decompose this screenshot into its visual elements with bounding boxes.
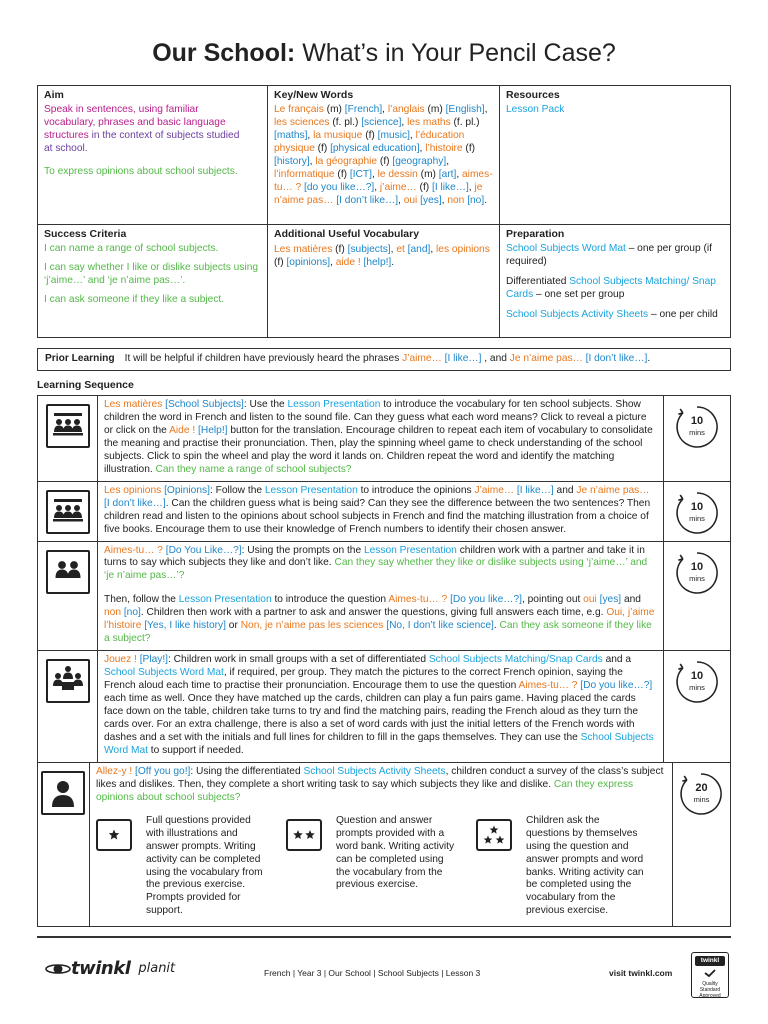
- key-word-run: la géographie: [315, 156, 378, 168]
- key-word-run: (m): [424, 104, 446, 116]
- key-word-run: ,: [456, 169, 463, 181]
- duration-unit: mins: [689, 513, 705, 523]
- key-word-run: ,: [307, 130, 314, 142]
- activity-run: . Children then work with a partner to ask and answer the questions, giving full answers each time, e.g.: [140, 607, 607, 619]
- timer-clock-icon: [674, 404, 720, 450]
- activity-run: J’aime…: [474, 484, 515, 496]
- duration-value: 10: [690, 670, 704, 683]
- duration-unit: mins: [689, 428, 705, 437]
- activity-run: [No, I don’t like science]: [386, 620, 494, 632]
- preparation-cell: [500, 225, 731, 338]
- prep-run: – one set per group: [533, 289, 625, 301]
- grouping-cell: [38, 651, 98, 762]
- key-words-list: [274, 104, 493, 208]
- overview-table: [37, 85, 731, 338]
- key-word-run: (f. pl.): [450, 117, 480, 129]
- duration-unit: mins: [689, 573, 705, 583]
- activity-run: [no]: [123, 607, 141, 619]
- timing-cell: [664, 651, 730, 762]
- success-heading: Success Criteria: [44, 228, 127, 240]
- timer-clock-icon: [674, 490, 720, 536]
- activity-run: [Do you like…?]: [580, 680, 653, 692]
- prior-run: J’aime…: [402, 353, 442, 364]
- vocab-run: les opinions: [436, 244, 490, 256]
- activity-run: button for the translation. Encourage children to repeat each item of vocabulary to consolidate the meaning and practise their pronunciation. Then, play the spinning wheel game to check understanding of the school subjects. Click to spin the wheel and play the word it lands on. Children repeat the word and identify the matching illustration.: [104, 424, 653, 475]
- activity-paragraph: [104, 594, 657, 646]
- vocab-run: Les matières: [274, 244, 333, 256]
- grouping-cell: [38, 763, 90, 926]
- key-word-run: je n’aime pas…: [274, 182, 483, 206]
- activity-run: Non, je n’aime pas les sciences: [240, 620, 384, 632]
- key-word-run: (f): [362, 130, 378, 142]
- activity-cell: [98, 482, 664, 541]
- grouping-cell: [38, 482, 98, 541]
- activity-run[interactable]: School Subjects Matching/Snap Cards: [428, 654, 603, 666]
- prior-text: [125, 353, 651, 364]
- vocab-run: (f): [332, 244, 348, 256]
- footer: [37, 936, 731, 1000]
- activity-run[interactable]: Lesson Presentation: [264, 484, 358, 496]
- planet-icon: [45, 960, 71, 978]
- activity-run: [I don’t like…]: [104, 497, 166, 509]
- differentiation-levels: [96, 815, 666, 919]
- vocab-run: [subjects]: [347, 244, 391, 256]
- key-word-run: les sciences: [274, 117, 330, 129]
- key-word-run: l’informatique: [274, 169, 335, 181]
- level-description: Full questions provided with illustrations and answer prompts. Writing activity can be completed using the vocabulary from the previous exercise. Prompts provided for support.: [145, 814, 263, 917]
- key-words-cell: [268, 86, 500, 225]
- activity-run: Can they name a range of school subjects?: [155, 463, 352, 475]
- activity-run: , if required, per group. They match the pictures to the correct French opinion, saying the French aloud each time to practise their pronunciation. Encourage them to use the question: [104, 667, 623, 692]
- key-word-run: ,: [382, 104, 388, 116]
- key-word-run: ,: [441, 195, 448, 206]
- quality-badge: [691, 952, 729, 998]
- key-word-run: ,: [484, 104, 488, 116]
- activity-cell: [90, 763, 673, 926]
- activity-run: and a: [602, 654, 632, 666]
- timer-clock-icon: [674, 659, 720, 705]
- activity-run: Then, follow the: [104, 594, 179, 606]
- activity-run: and: [553, 484, 577, 496]
- activity-run: [Opinions]: [164, 484, 210, 496]
- aim-objective: To express opinions about school subjects.: [44, 166, 238, 178]
- prep-run[interactable]: School Subjects Word Mat: [506, 243, 626, 255]
- vocab-heading: Additional Useful Vocabulary: [274, 228, 420, 240]
- key-word-run: ,: [401, 117, 408, 129]
- activity-run: [I like…]: [516, 484, 554, 496]
- key-word-run: non: [447, 195, 465, 206]
- activity-paragraph: [104, 399, 657, 477]
- activity-run: or: [225, 620, 241, 632]
- key-word-run: (m): [417, 169, 439, 181]
- star-icon: [290, 823, 318, 847]
- sequence-row: [38, 396, 730, 481]
- key-word-run: [ICT]: [349, 169, 372, 181]
- activity-run: Can they say whether they like or dislike subjects using ‘j’aime…’ and ‘je n’aime pas…’?: [104, 557, 648, 582]
- success-item: I can say whether I like or dislike subjects using ‘j’aime…’ and ‘je n’aime pas…’.: [44, 262, 259, 287]
- timing-cell: [664, 542, 730, 651]
- key-word-run: [do you like…?]: [304, 182, 375, 194]
- timing-cell: [673, 763, 730, 926]
- activity-run: [yes]: [599, 594, 622, 606]
- activity-run: each time as well. Once they have matched up the cards, children can play a fun pairs game. Having placed the cards face down on the table, children take turns to try and find the matching pairs, reading the French aloud as they turn the cards over. For an extra challenge, there is also a set of word cards with just the initial letters of the French words with dashes and a set with the initials and full lines for children to fill in the gaps themselves. They can use the: [104, 693, 639, 743]
- key-word-run: [French]: [344, 104, 383, 116]
- activity-run: Allez-y !: [95, 765, 133, 777]
- key-word-run: Le français: [274, 104, 324, 116]
- prep-run: – one per child: [648, 309, 718, 321]
- activity-run: children work with a partner and take it in turns to say which subjects they like and don’t like.: [104, 544, 645, 569]
- prep-run[interactable]: School Subjects Matching/ Snap Cards: [506, 276, 716, 301]
- activity-cell: [98, 396, 664, 481]
- activity-run: to introduce the vocabulary for ten school subjects. Show children the word in French and listen to the sound file. Can they guess what each word means? Click to reveal a picture or click on the: [104, 399, 647, 436]
- sequence-row: [38, 481, 730, 541]
- prep-heading: Preparation: [506, 228, 565, 240]
- key-word-run: ,: [446, 156, 450, 168]
- brand-text: twinkl: [71, 958, 131, 979]
- activity-run: Les matières: [104, 399, 163, 410]
- whole-class-icon: [46, 404, 90, 448]
- duration-value: 10: [690, 560, 704, 573]
- key-word-run: l’anglais: [387, 104, 425, 116]
- key-word-run: [physical education]: [330, 143, 420, 155]
- activity-run: [Yes, I like history]: [144, 620, 226, 632]
- success-item: I can ask someone if they like a subject.: [44, 294, 225, 306]
- sequence-row: [38, 541, 730, 651]
- prior-learning: [37, 348, 731, 371]
- prep-run: – one per group (if required): [506, 243, 712, 268]
- whole-class-icon: [46, 490, 90, 534]
- activity-run: Aide !: [169, 424, 196, 436]
- activity-cell: [98, 651, 664, 762]
- page-title: [0, 38, 768, 70]
- aim-cell: [38, 86, 268, 225]
- key-word-run: la musique: [313, 130, 363, 142]
- visit-link[interactable]: visit twinkl.com: [609, 968, 673, 978]
- vocab-run: .: [391, 257, 395, 269]
- learning-sequence-heading: Learning Sequence: [37, 379, 134, 391]
- key-word-run: ,: [409, 130, 416, 142]
- duration-unit: mins: [689, 683, 705, 693]
- activity-run[interactable]: School Subjects Word Mat: [104, 667, 224, 679]
- individual-icon: [41, 771, 85, 815]
- activity-run: : Follow the: [209, 484, 265, 496]
- prior-run: Je n’aime pas…: [509, 353, 583, 364]
- activity-run: Les opinions: [104, 484, 162, 496]
- grouping-cell: [38, 542, 98, 651]
- vocab-run: (f): [274, 257, 287, 269]
- grouping-cell: [38, 396, 98, 481]
- key-word-run: l’éducation physique: [274, 130, 465, 155]
- key-word-run: ,: [419, 143, 426, 155]
- key-word-run: ,: [398, 195, 404, 206]
- key-word-run: [I like…]: [432, 182, 469, 194]
- star-icon: [100, 823, 128, 847]
- lesson-pack-link[interactable]: Lesson Pack: [506, 104, 565, 116]
- key-word-run: .: [484, 195, 488, 206]
- timing-cell: [664, 482, 730, 541]
- activity-run: : Using the differentiated: [190, 765, 304, 777]
- activity-run[interactable]: Lesson Presentation: [363, 544, 457, 556]
- activity-run: : Use the: [243, 399, 288, 410]
- star-rating-icon: [286, 819, 322, 851]
- activity-run: to introduce the question: [271, 594, 389, 606]
- key-words-heading: Key/New Words: [274, 89, 354, 101]
- differentiation-level: [96, 815, 286, 919]
- activity-run: [Help!]: [198, 424, 228, 436]
- key-word-run: [science]: [361, 117, 402, 129]
- title-bold: Our School:: [152, 39, 296, 67]
- badge-text: Quality Standard Approved: [699, 980, 721, 1000]
- sequence-row: [38, 650, 730, 762]
- vocab-run: ,: [430, 244, 437, 256]
- key-word-run: (f): [334, 169, 350, 181]
- key-word-run: (f. pl.): [329, 117, 362, 129]
- activity-run: Aimes-tu… ?: [388, 594, 448, 606]
- duration-value: 10: [690, 500, 704, 513]
- success-item: I can name a range of school subjects.: [44, 243, 219, 255]
- key-word-run: le dessin: [377, 169, 418, 181]
- key-word-run: j’aime…: [379, 182, 417, 194]
- activity-run[interactable]: School Subjects Activity Sheets: [303, 765, 446, 777]
- prior-run: .: [647, 353, 651, 364]
- star-rating-icon: [476, 819, 512, 851]
- level-description: Children ask the questions by themselves using the question and answer prompts and word banks. Writing activity can be completed using the vocabulary from the previous exercise.: [525, 814, 644, 917]
- vocab-run: ,: [390, 244, 397, 256]
- key-word-run: les maths: [407, 117, 451, 129]
- activity-run: [Do you like…?]: [450, 594, 522, 606]
- activity-run: Can they ask someone if they like a subject?: [104, 620, 652, 645]
- activity-run: to support if needed.: [147, 744, 244, 756]
- vocab-run: [opinions]: [286, 257, 331, 269]
- activity-run: and: [621, 594, 641, 606]
- activity-run: . Can the children guess what is being said? Can they see the difference between the two sentences? Then children read and listen to the opinions about school subjects in French and find the matching illustration from a choice of five books. Encourage them to use their knowledge of French numbers to identify their chosen answer.: [104, 497, 651, 535]
- activity-run: Aimes-tu… ?: [518, 680, 578, 692]
- prior-run: , and: [481, 353, 510, 364]
- prep-run: Differentiated: [506, 276, 570, 288]
- duration-unit: mins: [693, 794, 710, 804]
- key-word-run: (f): [462, 143, 476, 155]
- timer-clock-icon: [674, 550, 720, 596]
- key-word-run: ,: [371, 169, 378, 181]
- activity-run: : Children work in small groups with a set of differentiated: [168, 654, 429, 666]
- key-word-run: aimes-tu… ?: [274, 169, 493, 194]
- check-icon: [703, 968, 717, 978]
- activity-run: non: [104, 607, 121, 619]
- activity-paragraph: [104, 485, 657, 537]
- key-word-run: [no]: [467, 195, 485, 206]
- timing-cell: [664, 396, 730, 481]
- key-word-run: [music]: [377, 130, 410, 142]
- prep-run[interactable]: School Subjects Activity Sheets: [506, 309, 649, 321]
- prep-item: [506, 309, 724, 322]
- key-word-run: [art]: [438, 169, 457, 181]
- activity-cell: [98, 542, 664, 651]
- activity-run: Aimes-tu… ?: [104, 544, 163, 556]
- vocab-list: [274, 244, 493, 270]
- aim-heading: Aim: [44, 89, 64, 101]
- key-word-run: oui: [403, 195, 418, 206]
- activity-run: [Off you go!]: [135, 765, 191, 777]
- prior-label: Prior Learning: [45, 353, 115, 364]
- key-word-run: [maths]: [274, 130, 308, 142]
- key-word-run: (f): [377, 156, 393, 168]
- vocab-run: [help!]: [363, 257, 392, 269]
- key-word-run: [history]: [274, 156, 310, 168]
- key-word-run: (f): [314, 143, 331, 155]
- duration-value: 20: [695, 781, 708, 794]
- activity-run: oui: [583, 594, 597, 606]
- activity-run: Je n’aime pas…: [576, 484, 650, 496]
- resources-cell: [500, 86, 731, 225]
- star-rating-icon: [96, 819, 132, 851]
- key-word-run: [English]: [445, 104, 485, 116]
- activity-run: , pointing out: [521, 594, 584, 606]
- differentiation-level: [476, 815, 666, 919]
- differentiation-level: [286, 815, 476, 919]
- breadcrumb: French | Year 3 | Our School | School Subjects | Lesson 3: [264, 968, 481, 978]
- prior-run: [I don’t like…]: [585, 353, 648, 364]
- duration-value: 10: [690, 415, 704, 427]
- product-text: planit: [138, 961, 176, 977]
- key-word-run: ,: [468, 182, 475, 194]
- activity-run: .: [493, 620, 500, 632]
- activity-run[interactable]: Lesson Presentation: [287, 399, 381, 410]
- learning-sequence-table: [37, 395, 731, 927]
- activity-paragraph: [96, 766, 666, 805]
- activity-run: Jouez !: [104, 654, 137, 666]
- key-word-run: (f): [416, 182, 432, 194]
- key-word-run: [yes]: [420, 195, 442, 206]
- activity-run: , children conduct a survey of the class’s subject likes and dislikes. Then, they complete a short writing task to say which subjects they like and dislike.: [95, 765, 664, 790]
- badge-title: twinkl: [695, 956, 725, 966]
- vocab-run: aide !: [335, 257, 361, 269]
- vocab-cell: [268, 225, 500, 338]
- key-word-run: [I don’t like…]: [336, 195, 399, 206]
- activity-run: : Using the prompts on the: [241, 544, 364, 556]
- twinkl-planit-logo[interactable]: [45, 958, 175, 981]
- success-criteria-cell: [38, 225, 268, 338]
- vocab-run: ,: [330, 257, 336, 269]
- activity-run: [Play!]: [139, 654, 169, 666]
- key-word-run: ,: [374, 182, 380, 194]
- key-word-run: l’histoire: [425, 143, 463, 155]
- level-description: Question and answer prompts provided with a word bank. Writing activity can be completed using the vocabulary from the previous exercise.: [335, 814, 455, 891]
- key-word-run: [geography]: [392, 156, 447, 168]
- activity-run: to introduce the opinions: [357, 484, 475, 496]
- activity-run: Can they express opinions about school subjects?: [95, 778, 634, 803]
- activity-run: Oui, j’aime l’histoire: [104, 607, 655, 632]
- prep-item: [506, 243, 724, 269]
- prep-list: [506, 243, 724, 322]
- vocab-run: et: [396, 244, 405, 256]
- timer-clock-icon: [678, 771, 724, 817]
- group-icon: [46, 659, 90, 703]
- star-icon: [480, 823, 508, 847]
- activity-run: [Do You Like…?]: [165, 544, 242, 556]
- activity-run[interactable]: Lesson Presentation: [178, 594, 272, 606]
- activity-paragraph: [104, 654, 657, 758]
- key-word-run: (m): [323, 104, 345, 116]
- aim-text: Speak in sentences, using familiar vocabulary, phrases and basic language structures in the context of subjects studied at school.: [44, 104, 240, 155]
- activity-run[interactable]: School Subjects Word Mat: [104, 731, 654, 756]
- pair-icon: [46, 550, 90, 594]
- key-word-run: ,: [309, 156, 316, 168]
- activity-paragraph: [104, 545, 657, 584]
- prior-run: [I like…]: [444, 353, 482, 364]
- prep-item: [506, 276, 724, 302]
- activity-run: [School Subjects]: [165, 399, 244, 410]
- vocab-run: [and]: [407, 244, 431, 256]
- sequence-row: [38, 762, 730, 926]
- prior-run: It will be helpful if children have previously heard the phrases: [124, 353, 403, 364]
- title-rest: What’s in Your Pencil Case?: [295, 39, 616, 67]
- resources-heading: Resources: [506, 89, 560, 101]
